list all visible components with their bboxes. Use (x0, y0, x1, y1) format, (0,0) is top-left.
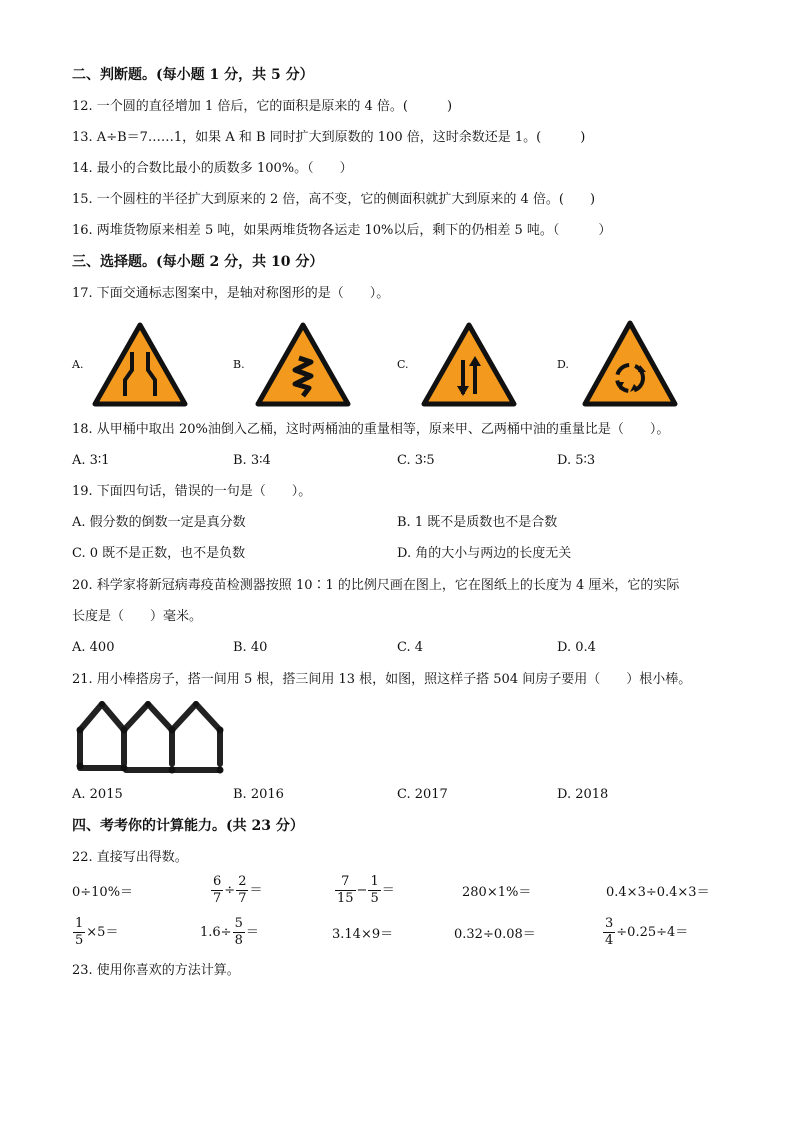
fraction: $\frac{1}{5}$ (75, 916, 84, 948)
question-20-stem: 20. 科学家将新冠病毒疫苗检测器按照 10∶1 的比例尺画在图上，它在图纸上的长度为 4 厘米，它的实际 (72, 578, 680, 593)
question-21-option-a: A. 2015 (72, 787, 123, 802)
fraction: $\frac{1}{5}$ (370, 874, 379, 906)
question-20-option-a: A. 400 (72, 640, 115, 655)
section-heading-choose: 三、选择题。(每小题 2 分，共 10 分） (72, 254, 324, 270)
fraction: $\frac{5}{8}$ (234, 916, 243, 948)
question-16: 16. 两堆货物原来相差 5 吨，如果两堆货物各运走 10%以后，剩下的仍相差 5 吨。（ ） (72, 223, 612, 238)
question-21-option-d: D. 2018 (557, 787, 609, 802)
fraction: $\frac{7}{15}$ (337, 874, 354, 906)
question-18-option-c: C. 3∶5 (397, 453, 435, 468)
road-narrows-icon (92, 322, 188, 408)
roundabout-icon (582, 320, 678, 408)
question-14: 14. 最小的合数比最小的质数多 100%。（ ） (72, 161, 353, 176)
question-19-stem: 19. 下面四句话，错误的一句是（ ）。 (72, 484, 312, 499)
question-23-stem: 23. 使用你喜欢的方法计算。 (72, 963, 240, 978)
calc-item-4: 280×1%＝ (462, 885, 532, 900)
option-d-label: D. (557, 358, 569, 371)
question-22-stem: 22. 直接写出得数。 (72, 850, 188, 865)
question-18-option-a: A. 3∶1 (72, 453, 110, 468)
question-19-option-a: A. 假分数的倒数一定是真分数 (72, 515, 246, 530)
question-18-option-b: B. 3∶4 (233, 453, 271, 468)
calc-item-3: $\frac{7}{15}$ − $\frac{1}{5}$ ＝ (337, 874, 395, 906)
question-12: 12. 一个圆的直径增加 1 倍后，它的面积是原来的 4 倍。( ) (72, 99, 453, 114)
option-a-label: A. (72, 358, 84, 371)
matchstick-houses-figure (72, 698, 236, 778)
question-18-option-d: D. 5∶3 (557, 453, 596, 468)
calc-item-8: 3.14×9＝ (332, 927, 394, 942)
calc-item-10: $\frac{3}{4}$ ÷0.25÷4＝ (605, 916, 689, 948)
question-13: 13. A÷B＝7……1，如果 A 和 B 同时扩大到原数的 100 倍，这时余数还是 1。( ) (72, 130, 586, 145)
question-18-stem: 18. 从甲桶中取出 20%油倒入乙桶，这时两桶油的重量相等，原来甲、乙两桶中油的重量比是（ ）。 (72, 422, 670, 437)
two-way-traffic-icon (421, 322, 517, 408)
question-21-option-b: B. 2016 (233, 787, 284, 802)
calc-item-9: 0.32÷0.08＝ (454, 927, 536, 942)
fraction: $\frac{3}{4}$ (605, 916, 614, 948)
zigzag-road-icon (255, 322, 351, 408)
question-19-option-b: B. 1 既不是质数也不是合数 (397, 515, 558, 530)
calc-expression: 0÷10%＝ (72, 885, 134, 900)
question-20-option-c: C. 4 (397, 640, 424, 655)
calc-item-7: 1.6÷ $\frac{5}{8}$ ＝ (200, 916, 259, 948)
option-b-label: B. (233, 358, 245, 371)
calc-item-5: 0.4×3÷0.4×3＝ (606, 885, 710, 900)
section-heading-judge: 二、判断题。(每小题 1 分，共 5 分） (72, 67, 314, 83)
section-heading-calc: 四、考考你的计算能力。(共 23 分） (72, 818, 304, 834)
fraction: $\frac{6}{7}$ (213, 874, 222, 906)
question-20-option-d: D. 0.4 (557, 640, 596, 655)
calc-item-2: $\frac{6}{7}$ ÷ $\frac{2}{7}$ ＝ (213, 874, 263, 906)
question-21-option-c: C. 2017 (397, 787, 448, 802)
question-15: 15. 一个圆柱的半径扩大到原来的 2 倍，高不变，它的侧面积就扩大到原来的 4 倍。( ) (72, 192, 596, 207)
question-20-stem-cont: 长度是（ ）毫米。 (72, 609, 203, 624)
question-20-option-b: B. 40 (233, 640, 268, 655)
option-c-label: C. (397, 358, 409, 371)
calc-item-6: $\frac{1}{5}$ ×5＝ (75, 916, 119, 948)
question-21-stem: 21. 用小棒搭房子，搭一间用 5 根，搭三间用 13 根，如图，照这样子搭 504 间房子要用（ ）根小棒。 (72, 672, 692, 687)
calc-item-1 (72, 880, 133, 906)
question-17-stem: 17. 下面交通标志图案中，是轴对称图形的是（ ）。 (72, 286, 390, 301)
question-19-option-c: C. 0 既不是正数，也不是负数 (72, 546, 246, 561)
fraction: $\frac{2}{7}$ (238, 874, 247, 906)
question-19-option-d: D. 角的大小与两边的长度无关 (397, 546, 572, 561)
